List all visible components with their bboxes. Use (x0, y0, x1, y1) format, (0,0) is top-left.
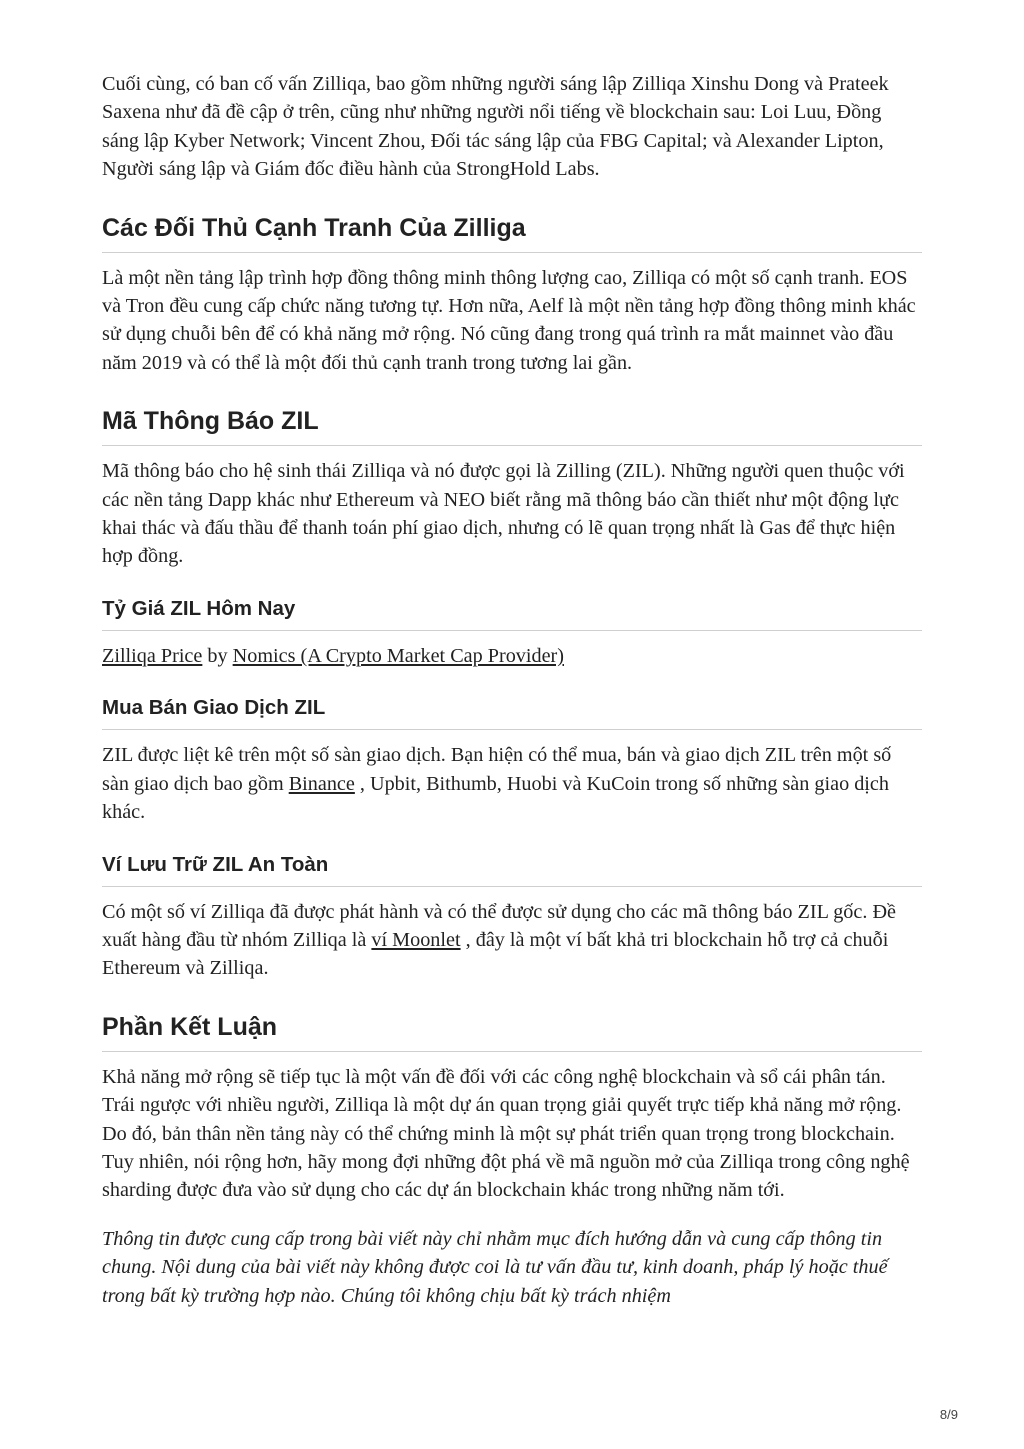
trade-text-after: , Upbit, Bithumb, Huobi và KuCoin trong số những sàn giao dịch khác. (102, 772, 889, 824)
trade-heading: Mua Bán Giao Dịch ZIL (102, 695, 922, 730)
trade-paragraph (102, 741, 922, 826)
competitors-heading: Các Đối Thủ Cạnh Tranh Của Zilliga (102, 213, 922, 253)
token-heading: Mã Thông Báo ZIL (102, 406, 922, 446)
conclusion-heading: Phần Kết Luận (102, 1012, 922, 1052)
conclusion-paragraph: Khả năng mở rộng sẽ tiếp tục là một vấn đề đối với các công nghệ blockchain và sổ cái phân tán. Trái ngược với nhiều người, Zilliqa là một dự án quan trọng giải quyết trực tiếp khả năng mở rộng. Do đó, bản thân nền tảng này có thể chứng minh là một sự phát triển quan trọng trong blockchain. Tuy nhiên, nói rộng hơn, hãy mong đợi những đột phá về mã nguồn mở của Zilliqa trong công nghệ sharding được đưa vào sử dụng cho các dự án blockchain khác trong những năm tới. (102, 1065, 910, 1202)
binance-link[interactable]: Binance (288, 772, 355, 795)
wallet-heading: Ví Lưu Trữ ZIL An Toàn (102, 852, 922, 887)
price-paragraph (102, 642, 922, 670)
page-number: 8/9 (939, 1407, 958, 1422)
disclaimer-text: Thông tin được cung cấp trong bài viết này chỉ nhằm mục đích hướng dẫn và cung cấp thông tin chung. Nội dung của bài viết này không được coi là tư vấn đầu tư, kinh doanh, pháp lý hoặc thuế trong bất kỳ trường hợp nào. Chúng tôi không chịu bất kỳ trách nhiệm (102, 1227, 888, 1307)
price-heading: Tỷ Giá ZIL Hôm Nay (102, 596, 922, 631)
disclaimer-paragraph (102, 1225, 922, 1310)
token-paragraph: Mã thông báo cho hệ sinh thái Zilliqa và nó được gọi là Zilling (ZIL). Những người quen thuộc với các nền tảng Dapp khác như Ethereum và NEO biết rằng mã thông báo cần thiết như một động lực khai thác và đấu thầu để thanh toán phí giao dịch, nhưng có lẽ quan trọng nhất là Gas để thực hiện hợp đồng. (102, 460, 905, 568)
wallet-text-before: Có một số ví Zilliqa đã được phát hành và có thể được sử dụng cho các mã thông báo ZIL gốc. Đề xuất hàng đầu từ nhóm Zilliqa là (102, 900, 896, 951)
article-page (102, 70, 922, 1310)
zilliqa-price-link[interactable]: Zilliqa Price (102, 644, 203, 667)
nomics-link[interactable]: Nomics (A Crypto Market Cap Provider) (232, 644, 564, 667)
competitors-paragraph: Là một nền tảng lập trình hợp đồng thông minh thông lượng cao, Zilliqa có một số cạnh tranh. EOS và Tron đều cung cấp chức năng tương tự. Hơn nữa, Aelf là một nền tảng hợp đồng thông minh khác sử dụng chuỗi bên để có khả năng mở rộng. Nó cũng đang trong quá trình ra mắt mainnet vào đầu năm 2019 và có thể là một đối thủ cạnh tranh trong tương lai gần. (102, 266, 916, 374)
advisors-paragraph: Cuối cùng, có ban cố vấn Zilliqa, bao gồm những người sáng lập Zilliqa Xinshu Dong và Prateek Saxena như đã đề cập ở trên, cũng như những người nổi tiếng về blockchain sau: Loi Luu, Đồng sáng lập Kyber Network; Vincent Zhou, Đối tác sáng lập của FBG Capital; và Alexander Lipton, Người sáng lập và Giám đốc điều hành của StrongHold Labs. (102, 73, 889, 181)
wallet-paragraph (102, 898, 922, 983)
wallet-text-after: , đây là một ví bất khả tri blockchain hỗ trợ cả chuỗi Ethereum và Zilliqa. (102, 928, 889, 980)
moonlet-link[interactable]: ví Moonlet (371, 928, 461, 951)
price-by-text: by (202, 644, 233, 667)
trade-text-before: ZIL được liệt kê trên một số sàn giao dịch. Bạn hiện có thể mua, bán và giao dịch ZIL trên một số sàn giao dịch bao gồm (102, 744, 892, 795)
